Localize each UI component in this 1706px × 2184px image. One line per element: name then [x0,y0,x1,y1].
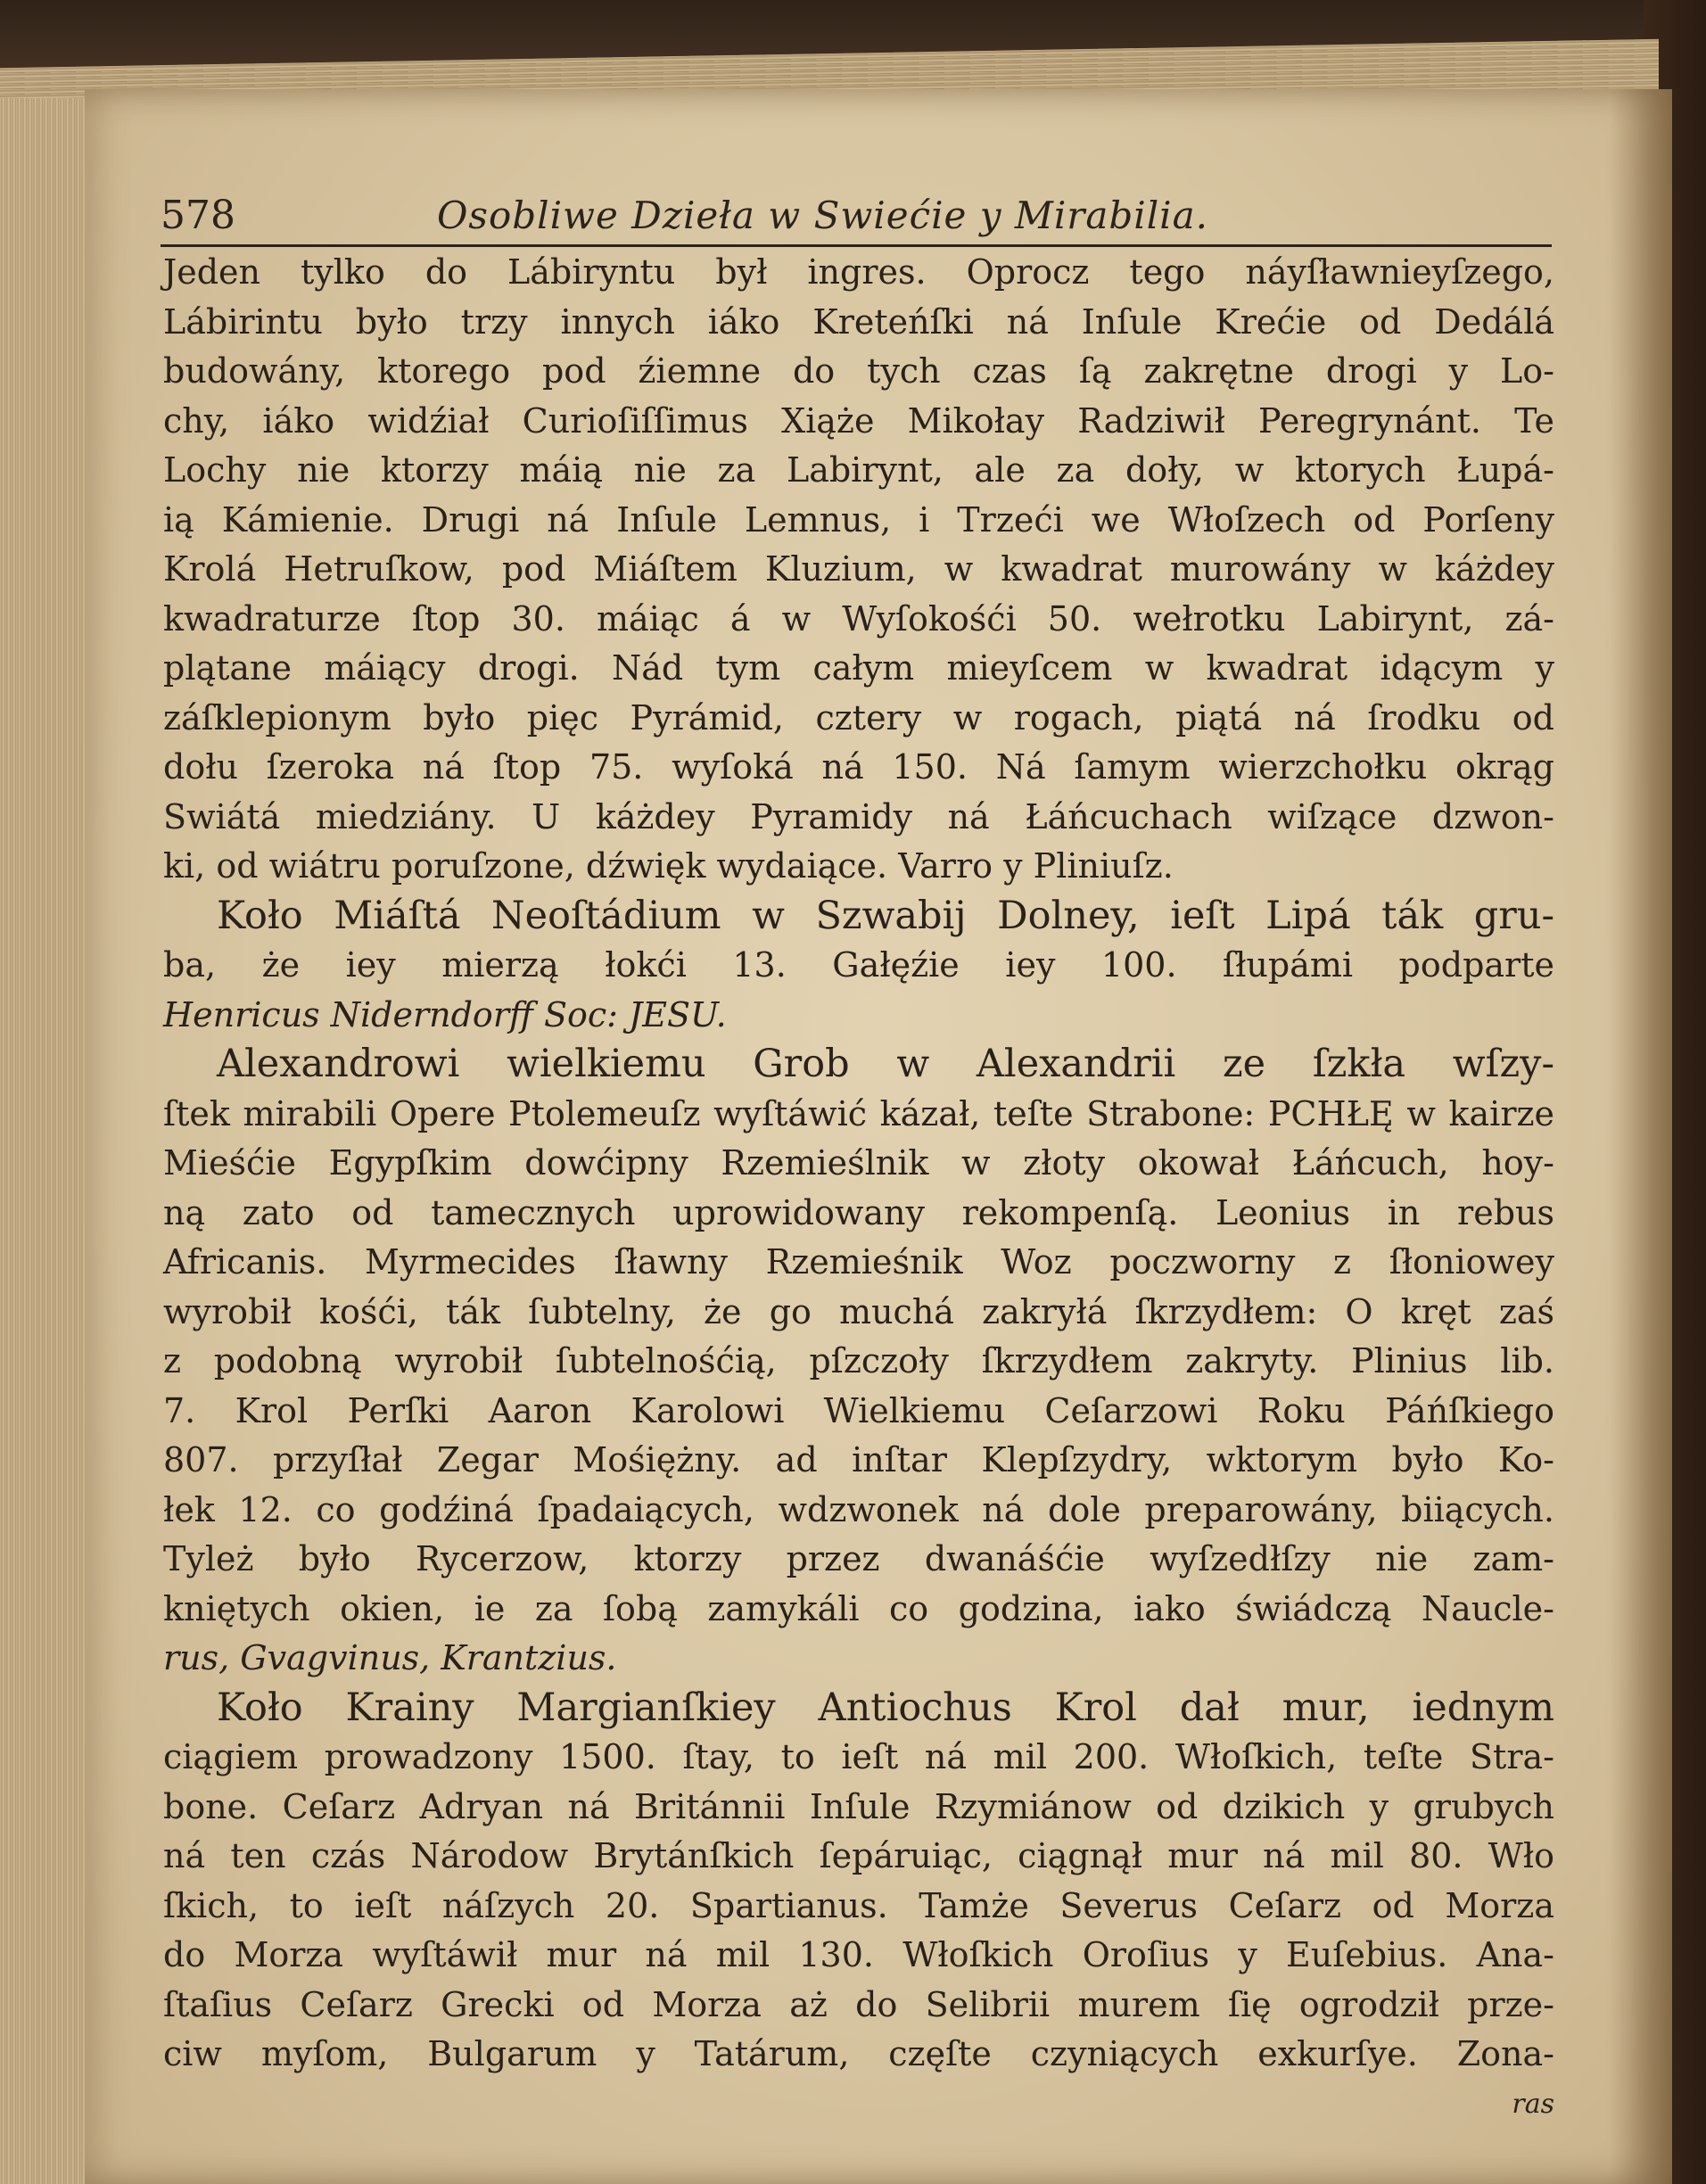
body-text [163,248,1554,2129]
page-number: 578 [161,193,235,238]
catchword: ras [1512,2088,1554,2120]
text-line: ki, od wiátru poruſzone, dźwięk wydaiące. Varro y Pliniuſz. [163,846,1174,886]
text-line: ną zato od tamecznych uprowidowany rekompenſą. Leonius in rebus [163,1192,1554,1232]
text-line: Africanis. Myrmecides ſławny Rzemieśnik Woz poczworny z ſłoniowey [163,1242,1554,1282]
text-line: záſklepionym było pięc Pyrámid, cztery w rogach, piątá ná ſrodku od [163,697,1554,738]
text-line: ſtaſius Ceſarz Grecki od Morza aż do Selibrii murem ſię ogrodził prze- [163,1984,1554,2024]
paragraph-first-line: Alexandrowi wielkiemu Grob w Alexandrii ze ſzkła wſzy- [217,1042,1554,1086]
text-line: dołu ſzeroka ná ſtop 75. wyſoká ná 150. Ná ſamym wierzchołku okrąg [163,747,1554,787]
text-line: ſtek mirabili Opere Ptolemeuſz wyſtáwić kázał, teſte Strabone: PCHŁĘ w kairze [163,1093,1554,1133]
header-rule [161,244,1552,247]
text-line: kniętych okien, ie za ſobą zamykáli co godzina, iako świádczą Naucle- [163,1588,1554,1628]
text-line: budowány, ktorego pod źiemne do tych czas ſą zakrętne drogi y Lo- [163,351,1554,391]
text-line: kwadraturze ſtop 30. máiąc á w Wyſokośći 50. wełrotku Labirynt, zá- [163,598,1554,639]
text-line: ná ten czás Národow Brytánſkich ſepáruiąc, ciągnął mur ná mil 80. Wło [163,1836,1554,1875]
text-line: plątane máiący drogi. Nád tym całym mieyſcem w kwadrat idącym y [163,648,1554,688]
text-line: ciw myſom, Bulgarum y Tatárum, częſte czyniących exkurſye. Zona- [163,2034,1554,2073]
text-line: Henricus Niderndorff Soc: JESU. [163,994,727,1034]
paragraph-first-line: Koło Miáſtá Neoſtádium w Szwabij Dolney, ieſt Lipá ták gru- [217,893,1554,938]
text-line: ciągiem prowadzony 1500. ſtay, to ieſt ná mil 200. Włoſkich, teſte Stra- [163,1737,1554,1776]
text-line: Mieśćie Egypſkim dowćipny Rzemieślnik w złoty okował Łáńcuch, hoy- [163,1143,1554,1183]
paragraph-first-line: Koło Krainy Margianſkiey Antiochus Krol dał mur, iednym [217,1685,1554,1730]
page-gutter [1610,89,1672,2184]
text-line: ſkich, to ieſt náſzych 20. Spartianus. Tamże Severus Ceſarz od Morza [163,1885,1554,1925]
text-line: 807. przyſłał Zegar Mośiężny. ad inſtar Klepſzydry, wktorym było Ko- [163,1440,1554,1479]
text-line: z podobną wyrobił ſubtelnośćią, pſzczoły ſkrzydłem zakryty. Plinius lib. [163,1341,1554,1380]
text-line: Tyleż było Rycerzow, ktorzy przez dwanáśćie wyſzedłſzy nie zam- [163,1539,1554,1578]
text-line: rus, Gvagvinus, Krantzius. [163,1638,617,1677]
text-line: Jeden tylko do Lábiryntu był ingres. Oprocz tego náyſławnieyſzego, [163,252,1554,292]
text-line: bone. Ceſarz Adryan ná Británnii Inſule Rzymiánow od dzikich y grubych [163,1786,1554,1826]
text-line: wyrobił kośći, ták ſubtelny, że go muchá zakryłá ſkrzydłem: O kręt zaś [163,1291,1554,1331]
text-line: Swiátá miedziány. U káżdey Pyramidy ná Łáńcuchach wiſzące dzwon- [163,796,1554,837]
text-line: chy, iáko widźiał Curioſiſſimus Xiąże Mikołay Radziwił Peregrynánt. Te [163,400,1554,441]
text-line: do Morza wyſtáwił mur ná mil 130. Włoſkich Oroſius y Euſebius. Ana- [163,1935,1554,1974]
page-header [161,189,1552,243]
text-line: 7. Krol Perſki Aaron Karolowi Wielkiemu Ceſarzowi Roku Páńſkiego [163,1390,1554,1430]
text-line: łek 12. co godźiná ſpadaiących, wdzwonek ná dole preparowány, biiących. [163,1489,1554,1529]
text-line: Lochy nie ktorzy máią nie za Labirynt, ale za doły, w ktorych Łupá- [163,450,1554,490]
running-title: Osobliwe Dzieła w Swiećie y Mirabilia. [437,194,1208,237]
text-line: ią Kámienie. Drugi ná Inſule Lemnus, i Trzeći we Włoſzech od Porſeny [163,499,1554,540]
text-line: Lábirintu było trzy innych iáko Kreteńſki ná Inſule Krećie od Dedálá [163,301,1554,342]
text-line: Krolá Hetruſkow, pod Miáſtem Kluzium, w kwadrat murowány w káżdey [163,549,1554,589]
text-line: ba, że iey mierzą łokći 13. Gałęźie iey 100. ſłupámi podparte [163,945,1554,985]
